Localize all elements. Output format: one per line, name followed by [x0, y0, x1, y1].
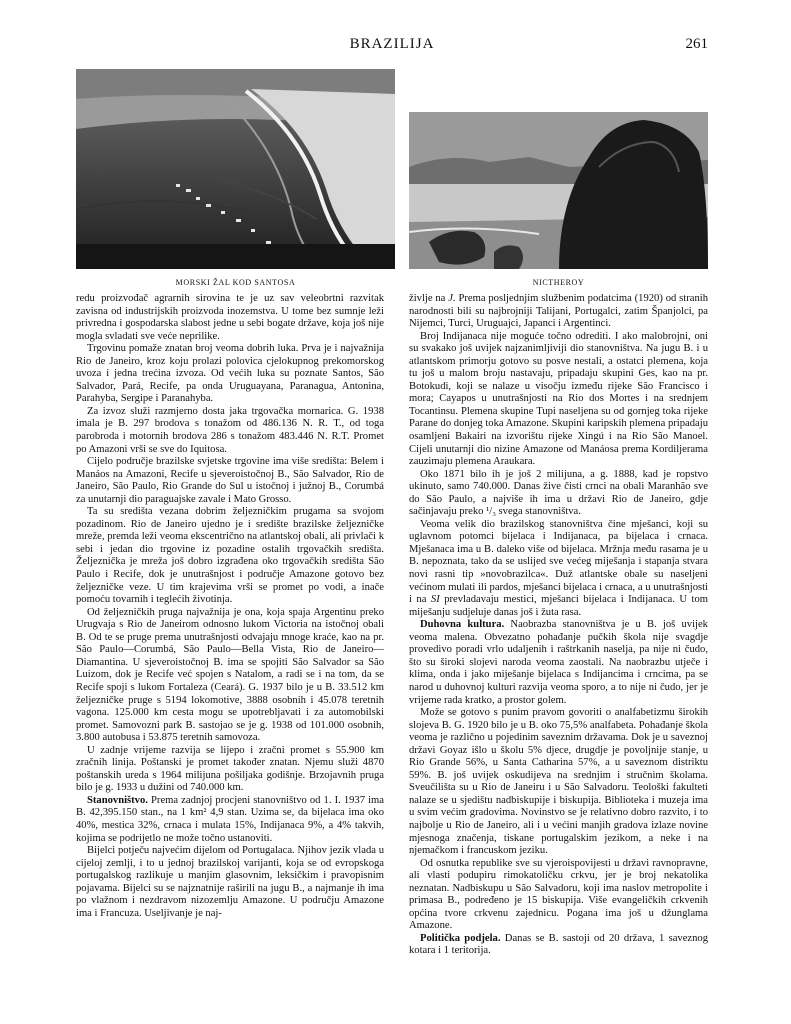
paragraph: Može se gotovo s punim pravom govoriti o analfabetizmu širokih slojeva B. G. 1920 bilo je u B. oko 75,5% analfabeta. Pohađanje škola veoma je različno u pojedinim saveznim državama. Dok je u saveznoj državi Goyaz išlo u školu 5% djece, drugdje je povoljnije stanje, u Rio Grande 56%, u Santa Catharina 57%, a u saveznom distriktu 59%. B. još uvijek oskudijeva na srednjim i stručnim školama. Sveučilišta su u Rio de Janeiru i u São Salvadoru. Teološki fakulteti nalaze se u sjedištu nadbiskupije i biskupija. Biblioteka i muzeja ima u svim većim gradovima. Novinstvo se je relativno dobro razvito, i to najbolje u Rio de Janeiro, ali i u većini manjih gradova izlaze novine mjesnoga značenja, tiskane portugalskim jezikom, a neke i na njemačkom i francuskom jeziku. [409, 707, 708, 857]
text-column-left [76, 293, 384, 920]
section-heading: Stanovništvo. [87, 794, 148, 806]
paragraph: Za izvoz služi razmjerno dosta jaka trgovačka mornarica. G. 1938 imala je B. 297 brodova s tonažom od 486.136 N. R. T., od toga parobroda i motornih brodova 286 s tonažom 483.446 N. R.T. Promet po Amazoni vrši se sve do Iquitosa. [76, 405, 384, 455]
paragraph: Od željezničkih pruga najvažnija je ona, koja spaja Argentinu preko Urugvaja s Rio de Janeirom odnosno lukom Victoria na istočnoj obali B. Od te se pruge prema unutrašnjosti odvajaju mnoge kraće, kao na pr. São Paulo—Corumbá, São Paulo—Bella Vista, Rio de Janeiro—Diamantina. U sjeveroistočnoj B. ima se spojiti São Salvador sa São Luizom, dok je Recife već spojen s Natalom, a radi se i na tom, da se Recife spoji s lukom Fortaleza (Ceará). G. 1937 bilo je u B. 33.512 km željezničke pruge s 5194 lokomotive, 3888 osobnih i 45.078 teretnih vagona. 125.000 km cesta mogu se upotrebljavati i za automobilski promet. Samovozni park B. sastojao se je g. 1938 od 101.000 osobnih, 3.800 autobusa i 53.875 teretnih samovoza. [76, 606, 384, 744]
figure-caption-nictheroy: NICTHEROY [532, 278, 585, 287]
text-column-right [409, 293, 708, 958]
paragraph: Veoma velik dio brazilskog stanovništva čine mješanci, koji su uglavnom potomci bijelaca i Indijanaca, pa bijelaca i crnaca. Mješanaca ima u B. daleko više od bijelaca. Mržnja među rasama je u B. nepoznata, tako da se uslijed sve većeg miješanja i stapanja stvara novi rasni tip »novobrazilca«. Duž atlantske obale su naseljeni većinom mulati ili pardos, mješanci bijelaca i crnaca, a u unutrašnjosti i na SI prevladavaju mestici, mješanci bijelaca i Indijanaca. U tom miješanju sudjeluje danas još i žuta rasa. [409, 518, 708, 618]
section-heading: Duhovna kultura. [420, 619, 505, 631]
paragraph: življe na J. Prema posljednjim službenim podatcima (1920) od stranih narodnosti bili su najbrojniji Talijani, Portugalci, zatim Španjolci, pa Nijemci, Turci, Uruguajci, Japanci i Argentinci. [409, 293, 709, 330]
page-number: 261 [685, 36, 708, 52]
paragraph: Broj Indijanaca nije moguće točno odrediti. I ako malobrojni, oni su svakako još uvijek najzanimljiviji dio stanovništva. Na jugu B. i u atlantskom primorju gotovo su posve nestali, a ostatci plemena, koja tu još u malom broju nastavaju, pripadaju skupini Ges, kao na pr. Botokudi, koji se nalaze u visočju između rijeke São Francisco i mora; Cayapos u unutrašnjosti na Rio dos Mortes i na srednjem Tocantinsu. Plemena skupine Tupi naseljena su od gornjeg toka rijeke Parane do donjeg toka Amazone. Skupini karipskih plemena pripadaju osamljeni Bakairi na izvorištu rijeke Xingú i na Rio São Manoel. Cijeli unutarnji dio nizine Amazone od Manáosa prema Kordiljerama zauzimaju plemena Araukara. [409, 330, 708, 468]
section-paragraph-stanovnistvo: Stanovništvo. Prema zadnjoj procjeni stanovništvo od 1. I. 1937 ima B. 42,395.150 stan., na 1 km² 4,9 stan. Uzima se, da bijelaca ima oko 40%, mestica 32%, crnaca i mulata 15%, Indijanaca 9%, a 4% takvih, kojima se podrijetlo ne može točno ustanoviti. [76, 794, 384, 844]
paragraph: Cijelo područje brazilske svjetske trgovine ima više središta: Belem i Manáos na Amazoni, Recife u sjeveroistočnoj B., São Salvador, Rio de Janeiro, São Paulo, Rio Grande do Sul u istočnoj i južnoj B., Corumbá za unutarnji dio paraguajske zavale i Mato Grosso. [76, 456, 384, 505]
page-header [76, 36, 708, 56]
paragraph: Bijelci potječu najvećim dijelom od Portugalaca. Njihov jezik vlada u cijeloj zemlji, i to u jednoj brazilskoj varijanti, koja se od evropskoga portugalskog razlikuje u manjim glasovnim, leksičkim i pravopisnim pojavama. Bijelci su se najznatnije raširili na jugu B., a najmanje ih ima po vlažnom i nezdravom nizozemlju Amazone. U području Amazone ima i Francuza. Useljivanje je naj- [76, 845, 384, 919]
paragraph: Ta su središta vezana dobrim željezničkim prugama sa svojom pozadinom. Rio de Janeiro ujedno je i središte brazilske željezničke mreže, premda leži veoma ekscentrično na atlantskoj obali, ali privlači k sebi i jedan dio trgovine iz pozadine ostalih trgovačkih središta. Željeznička je mreža još dobro izgrađena oko trgovačkih središta São Paulo i Recife, dok je unutrašnjost i područje Amazone gotovo bez željezničke veze. U tim krajevima vrši se promet po vodi, a inače pomoću tovarnih i teglećih životinja. [76, 506, 384, 606]
figure-caption-santos: MORSKI ŽAL KOD SANTOSA [175, 278, 296, 287]
paragraph: Od osnutka republike sve su vjeroispovijesti u državi ravnopravne, ali vlasti podupiru rimokatoličku crkvu, jer je broj nekatolika neznatan. Nadbiskupu u São Salvadoru, koji ima naslov metropolite i primasa B., podređeno je 15 biskupija. Više evangeličkih crkvenih općina tvore crkvenu zajednicu. Pogana ima još u džunglama Amazone. [409, 857, 708, 932]
paragraph: redu proizvođač agrarnih sirovina te je uz sav veleobrtni razvitak zavisna od industrijskih proizvoda inozemstva. U tome bez sumnje leži privredna i gospodarska slabost jedne u sebi bogate države, koja još nije mogla svladati sve veće neprilike. [76, 293, 384, 342]
section-paragraph-politicka-podjela: Politička podjela. Danas se B. sastoji od 20 država, 1 saveznog kotara i 1 teritorija. [409, 932, 708, 957]
photo-nictheroy-image [409, 112, 708, 269]
paragraph: U zadnje vrijeme razvija se lijepo i zračni promet s 55.900 km zračnih linija. Poštanski je promet također znatan. Njemu služi 4870 poštanskih ureda s 1964 milijuna pošiljaka godišnje. Brzojavnih pruga bilo je g. 1933 u dužini od 740.000 km. [76, 744, 384, 794]
running-head: BRAZILIJA [349, 36, 435, 52]
paragraph: Trgovinu pomaže znatan broj veoma dobrih luka. Prva je i najvažnija Rio de Janeiro, kroz koju prolazi polovica cjelokupnog prekomorskog uvoza i jedna trećina izvoza. Od većih luka su poznate Santos, São Salvador, Pará, Recife, pa onda Uruguayana, Paranagua, Antonina, Parahyba, Sergipe i Paranahyba. [76, 343, 384, 405]
photo-santos-marsh-image [76, 69, 395, 269]
section-paragraph-duhovna-kultura: Duhovna kultura. Naobrazba stanovništva je u B. još uvijek veoma malena. Obvezatno pohađanje pučkih škola nije svagdje provedivo poradi vrlo udaljenih i raštrkanih naselja, pa nije ni čudo, što su široki slojevi naroda veoma zaostali. Na naobrazbu utječe i klima, onda i jako miješanje bijelaca s Indijancima i crncima, pa se narod u duhovnoj kulturi razvija veoma sporo, a to nije ni čudo, jer je vrijeme rada kratko, a prostor golem. [409, 619, 708, 706]
paragraph: Oko 1871 bilo ih je još 2 milijuna, a g. 1888, kad je ropstvo ukinuto, samo 740.000. Danas žive čisti crnci na obali Maranhão sve do São Paulo, a najviše ih ima u državi Rio de Janeiro, gdje sačinjavaju preko ¹/₃ svega stanovništva. [409, 468, 708, 518]
photo-nictheroy [409, 112, 708, 269]
section-heading: Politička podjela. [420, 932, 501, 944]
photo-santos-marsh [76, 69, 395, 269]
